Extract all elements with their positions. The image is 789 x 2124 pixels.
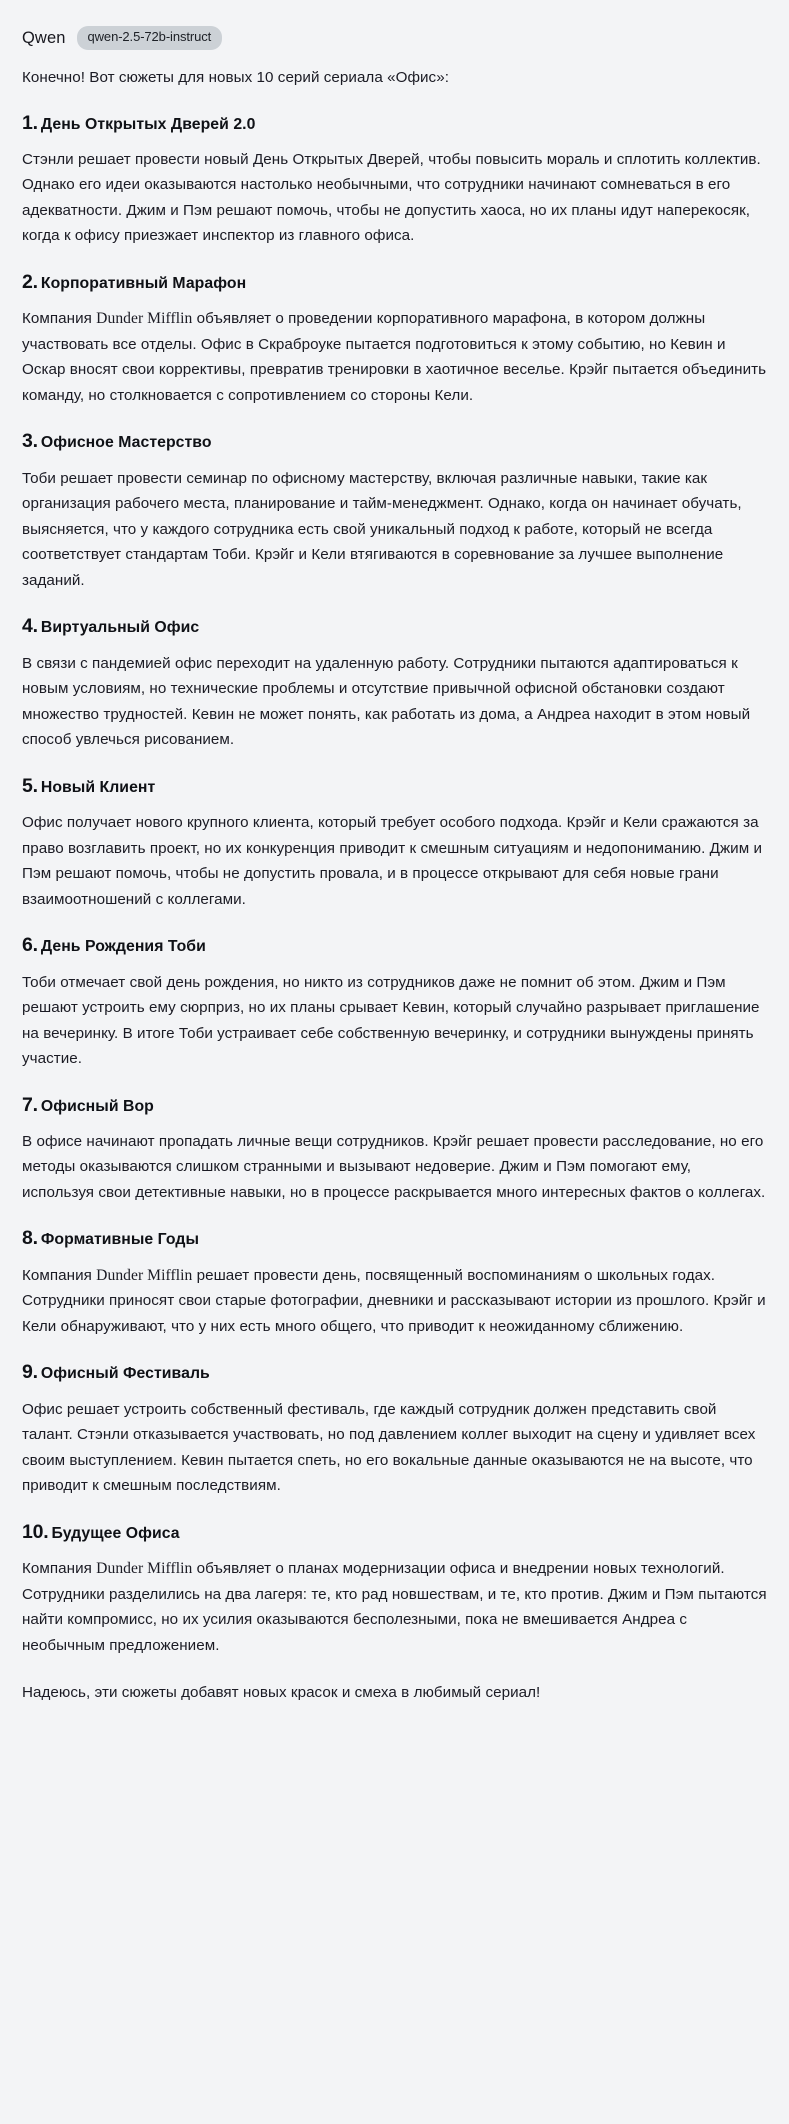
episode-number: 7. [22,1093,38,1116]
episode-heading [22,1227,767,1249]
episode-title: Новый Клиент [40,778,156,796]
episode-heading [22,271,767,293]
episode-section [22,775,767,912]
episode-body: Компания Dunder Mifflin объявляет о планах модернизации офиса и внедрении новых технологий. Сотрудники разделились на два лагеря: те, кто рад новшествам, и те, кто против. Джим и Пэм пытаются найти компромисс, но их усилия оказываются бесполезными, пока не вмешивается Андреа с необычным предложением. [22,1560,767,1654]
episode-body: Компания Dunder Mifflin объявляет о проведении корпоративного марафона, в котором должны участвовать все отделы. Офис в Скраброуке пытается подготовиться к этому событию, но Кевин и Оскар вносят свои коррективы, превратив тренировки в хаотичное веселье. Крэйг пытается объединить команду, но столкновается с сопротивлением со стороны Кели. [22,310,767,404]
intro-paragraph: Конечно! Вот сюжеты для новых 10 серий сериала «Офис»: [22,69,449,86]
episode-number: 5. [22,774,38,797]
episode-section [22,1227,767,1339]
episode-body: Стэнли решает провести новый День Открытых Дверей, чтобы повысить мораль и сплотить коллектив. Однако его идеи оказываются настолько необычными, что сотрудники начинают сомневаться в его адекватности. Джим и Пэм решают помочь, чтобы не допустить хаоса, но их планы идут наперекосяк, когда к офису приезжает инспектор из главного офиса. [22,150,761,245]
outro-paragraph: Надеюсь, эти сюжеты добавят новых красок и смеха в любимый сериал! [22,1684,541,1702]
episode-heading [22,615,767,637]
episode-number: 3. [22,430,38,453]
episode-heading [22,112,767,134]
episode-title: Виртуальный Офис [40,619,200,637]
message-header [22,26,767,50]
brand-name: Dunder Mifflin [96,310,193,328]
episode-body: Компания Dunder Mifflin решает провести день, посвященный воспоминаниям о школьных годах. Сотрудники приносят свои старые фотографии, дневники и рассказывают истории из прошлого. Крэйг и Кели обнаруживают, что у них есть много общего, что приводит к неожиданному сближению. [22,1266,766,1335]
brand-name: Dunder Mifflin [96,1560,193,1578]
episode-number: 4. [22,615,38,638]
episode-number: 1. [22,111,38,134]
episode-heading [22,775,767,797]
assistant-name: Qwen [22,28,66,47]
episode-section [22,112,767,249]
episode-section [22,1361,767,1498]
episode-body: В связи с пандемией офис переходит на удаленную работу. Сотрудники пытаются адаптироваться к новым условиям, но технические проблемы и отсутствие привычной офисной обстановки создают множество трудностей. Кевин не может понять, как работать из дома, а Андреа находит в этом новый способ увлечься рисованием. [22,654,751,749]
episode-body: Тоби решает провести семинар по офисному мастерству, включая различные навыки, такие как организация рабочего места, планирование и тайм-менеджмент. Однако, когда он начинает обучать, выясняется, что у каждого сотрудника есть свой уникальный подход к работе, который не всегда соответствует стандартам Тоби. Крэйг и Кели втягиваются в соревнование за лучшее выполнение заданий. [22,469,742,589]
episode-heading [22,1521,767,1543]
episode-number: 6. [22,934,38,957]
episode-section [22,1521,767,1658]
episode-title: Корпоративный Марафон [40,274,247,292]
episode-number: 9. [22,1361,38,1384]
episode-title: День Открытых Дверей 2.0 [40,115,256,133]
brand-name: Dunder Mifflin [96,1266,193,1284]
episode-heading [22,934,767,956]
episode-title: Офисный Вор [40,1097,154,1115]
episode-title: Будущее Офиса [51,1524,180,1542]
episode-number: 2. [22,270,38,293]
episode-heading [22,430,767,452]
episode-title: День Рождения Тоби [40,938,206,956]
episode-heading [22,1361,767,1383]
episode-body: Офис решает устроить собственный фестиваль, где каждый сотрудник должен представить свой талант. Стэнли отказывается участвовать, но под давлением коллег выходит на сцену и удивляет всех своим выступлением. Кевин пытается спеть, но его вокальные данные оказываются не на высоте, что приводит к смешным последствиям. [22,1400,756,1495]
episode-section [22,430,767,593]
episode-sections-list [22,112,767,1659]
episode-title: Офисное Мастерство [40,434,212,452]
episode-body: В офисе начинают пропадать личные вещи сотрудников. Крэйг решает провести расследование, но его методы оказываются слишком странными и вызывают недоверие. Джим и Пэм помогают ему, используя свои детективные навыки, но в процессе раскрывается много интересных фактов о коллегах. [22,1132,766,1201]
model-badge: qwen-2.5-72b-instruct [77,26,223,49]
episode-title: Офисный Фестиваль [40,1365,210,1383]
episode-body: Офис получает нового крупного клиента, который требует особого подхода. Крэйг и Кели сражаются за право возглавить проект, но их конкуренция приводит к смешным ситуациям и недопониманию. Джим и Пэм решают помочь, чтобы не допустить провала, и в процессе открывают для себя новые грани взаимоотношений с коллегами. [22,814,762,908]
episode-body: Тоби отмечает свой день рождения, но никто из сотрудников даже не помнит об этом. Джим и Пэм решают устроить ему сюрприз, но их планы срывает Кевин, который случайно разрывает приглашение на вечеринку. В итоге Тоби устраивает себе собственную вечеринку, и сотрудники вынуждены принять участие. [22,973,760,1068]
episode-section [22,934,767,1071]
episode-section [22,615,767,752]
episode-section [22,1094,767,1206]
episode-number: 10. [22,1520,49,1543]
episode-section [22,271,767,408]
episode-heading [22,1094,767,1116]
episode-number: 8. [22,1227,38,1250]
episode-title: Формативные Годы [40,1231,200,1249]
